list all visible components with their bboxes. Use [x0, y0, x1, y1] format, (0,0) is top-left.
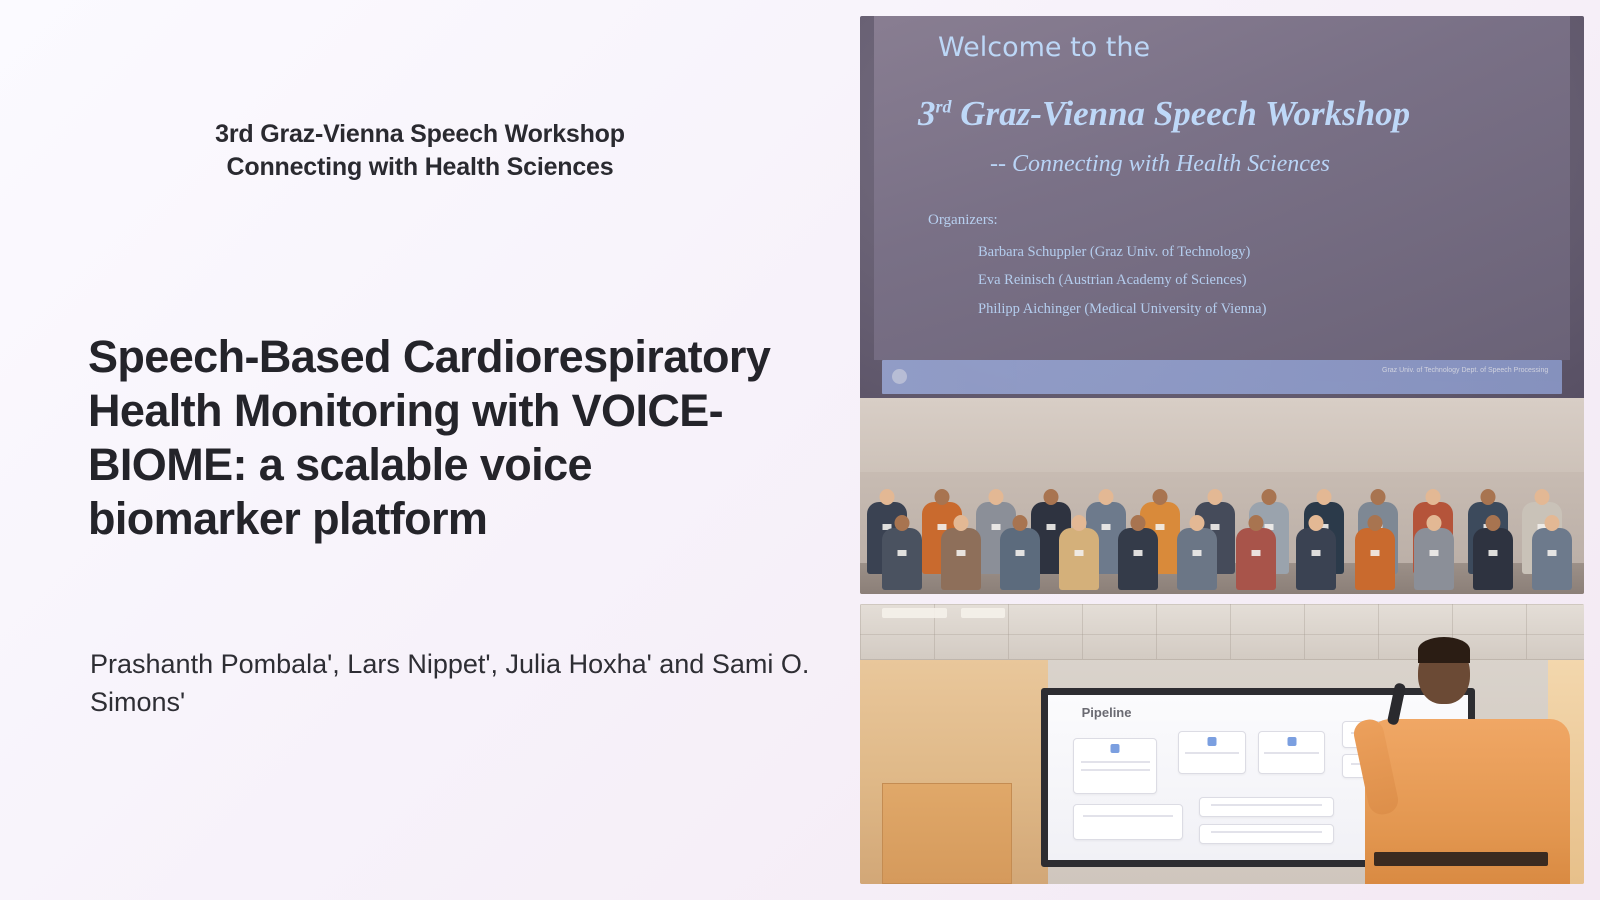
node-icon — [1111, 744, 1120, 753]
person-head — [1480, 489, 1495, 505]
name-badge — [1548, 550, 1557, 556]
pipeline-node — [1073, 738, 1157, 794]
person-head — [1072, 515, 1087, 531]
projected-title-number: 3 — [918, 94, 936, 133]
name-badge — [1488, 550, 1497, 556]
person-head — [1535, 489, 1550, 505]
person-head — [880, 489, 895, 505]
name-badge — [1429, 550, 1438, 556]
name-badge — [1015, 550, 1024, 556]
ceiling-light — [961, 608, 1004, 618]
person-head — [1207, 489, 1222, 505]
room-cabinet — [882, 783, 1012, 884]
page-title: Speech-Based Cardiorespiratory Health Monitoring with VOICE-BIOME: a scalable voice biomarker platform — [88, 331, 771, 544]
projected-organizers-label: Organizers: — [928, 212, 998, 228]
projected-slide-image — [860, 16, 1584, 398]
person-head — [934, 489, 949, 505]
organizer-item: Barbara Schuppler (Graz Univ. of Technology) — [978, 244, 1251, 260]
group-photo-person — [1414, 528, 1454, 590]
group-photo — [860, 398, 1584, 594]
slide-right-column — [860, 16, 1584, 884]
name-badge — [956, 550, 965, 556]
speaker-belt — [1374, 852, 1548, 866]
name-badge — [1370, 550, 1379, 556]
group-photo-person — [1177, 528, 1217, 590]
speaker-figure — [1352, 626, 1569, 884]
name-badge — [1075, 550, 1084, 556]
workshop-header-line2: Connecting with Health Sciences — [226, 153, 614, 181]
speaker-hair — [1418, 637, 1470, 663]
person-head — [1308, 515, 1323, 531]
workshop-header-line1: 3rd Graz-Vienna Speech Workshop — [215, 120, 625, 148]
photo-speaker-presenting — [860, 604, 1584, 884]
person-head — [1043, 489, 1058, 505]
projected-footer-text: Graz Univ. of Technology Dept. of Speech Processing — [1382, 367, 1549, 374]
person-head — [953, 515, 968, 531]
pipeline-node — [1258, 731, 1325, 774]
projected-footer-bar — [882, 360, 1563, 394]
name-badge — [992, 524, 1001, 530]
person-head — [894, 515, 909, 531]
pipeline-node — [1073, 804, 1182, 840]
projected-title-suffix: rd — [935, 96, 952, 117]
person-head — [1131, 515, 1146, 531]
author-list: Prashanth Pombala', Lars Nippet', Julia Hoxha' and Sami O. Simons' — [90, 649, 810, 718]
person-head — [1012, 515, 1027, 531]
name-badge — [1101, 524, 1110, 530]
person-head — [1098, 489, 1113, 505]
projected-title — [918, 94, 1584, 134]
projected-title-main: Graz-Vienna Speech Workshop — [960, 94, 1411, 133]
pipeline-node — [1178, 731, 1245, 774]
name-badge — [1193, 550, 1202, 556]
group-photo-person — [1296, 528, 1336, 590]
projected-organizers-list — [978, 238, 1584, 323]
person-head — [1249, 515, 1264, 531]
group-photo-person — [1236, 528, 1276, 590]
group-photo-person — [882, 528, 922, 590]
organizer-item: Eva Reinisch (Austrian Academy of Sciences) — [978, 272, 1247, 289]
pipeline-node — [1199, 797, 1334, 817]
person-head — [1190, 515, 1205, 531]
group-photo-person — [1118, 528, 1158, 590]
name-badge — [1046, 524, 1055, 530]
pipeline-node — [1199, 824, 1334, 844]
projected-subtitle: -- Connecting with Health Sciences — [990, 151, 1330, 177]
person-head — [1485, 515, 1500, 531]
name-badge — [1252, 550, 1261, 556]
title-block — [88, 330, 788, 546]
person-head — [1316, 489, 1331, 505]
projected-welcome-text: Welcome to the — [938, 32, 1151, 63]
group-photo-person — [941, 528, 981, 590]
person-head — [1426, 515, 1441, 531]
person-head — [1426, 489, 1441, 505]
group-photo-person — [1355, 528, 1395, 590]
photo-workshop-opening — [860, 16, 1584, 594]
name-badge — [1134, 550, 1143, 556]
name-badge — [1156, 524, 1165, 530]
name-badge — [897, 550, 906, 556]
person-head — [1367, 515, 1382, 531]
group-photo-wall — [860, 398, 1584, 472]
person-head — [1545, 515, 1560, 531]
workshop-header — [90, 118, 750, 184]
group-photo-person — [1532, 528, 1572, 590]
person-head — [1153, 489, 1168, 505]
node-icon — [1287, 737, 1296, 746]
person-head — [989, 489, 1004, 505]
person-head — [1371, 489, 1386, 505]
group-photo-person — [1000, 528, 1040, 590]
organizer-item: Philipp Aichinger (Medical University of Vienna) — [978, 300, 1267, 317]
name-badge — [1311, 550, 1320, 556]
ceiling-light — [882, 608, 947, 618]
screen-slide-title: Pipeline — [1081, 704, 1132, 720]
group-photo-person — [1059, 528, 1099, 590]
person-head — [1262, 489, 1277, 505]
node-icon — [1207, 737, 1216, 746]
group-photo-person — [1473, 528, 1513, 590]
